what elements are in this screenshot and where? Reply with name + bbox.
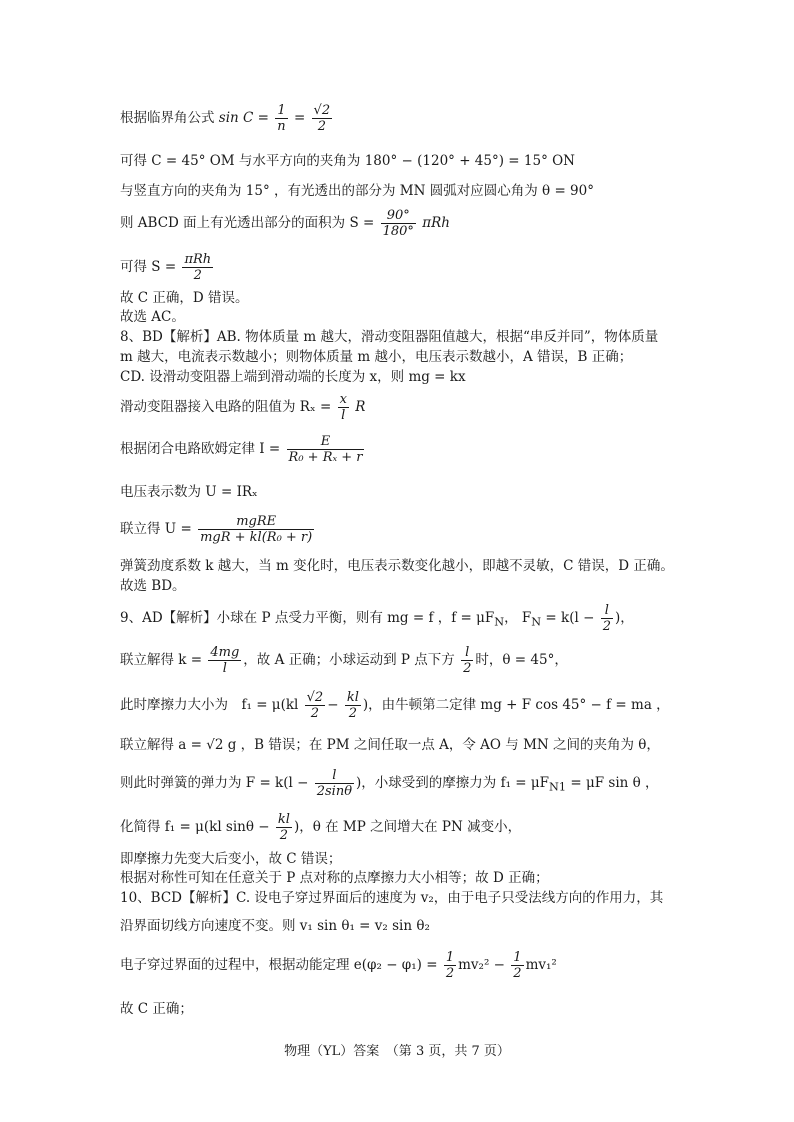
text-line: CD. 设滑动变阻器上端到滑动端的长度为 x，则 mg = kx [120, 369, 466, 385]
fraction [601, 603, 613, 634]
text-line [120, 103, 680, 134]
fraction [461, 645, 473, 676]
denominator: 2 [317, 119, 326, 134]
fraction [275, 103, 287, 134]
text-line: 与竖直方向的夹角为 15° ，有光透出的部分为 MN 圆弧对应圆心角为 θ = 90° [120, 183, 594, 199]
text-line [120, 392, 680, 423]
text-line: 沿界面切线方向速度不变。则 v₁ sin θ₁ = v₂ sin θ₂ [120, 918, 430, 934]
numerator: 1 [445, 950, 455, 965]
numerator: l [315, 768, 354, 784]
denominator: mgR + kl(R₀ + r) [200, 530, 313, 545]
formula: πRh [422, 215, 450, 231]
fraction [381, 208, 416, 239]
denominator: 2 [348, 706, 357, 721]
line-text: 时，θ = 45°， [475, 652, 568, 668]
text-line: 故 C 正确； [120, 1001, 193, 1017]
denominator: 2 [602, 619, 611, 634]
fraction [276, 812, 292, 843]
text-line [120, 812, 680, 843]
denominator: R₀ + Rₓ + r [288, 450, 363, 465]
subscript: N [494, 615, 505, 629]
denominator: 2 [513, 966, 522, 981]
text-line: m 越大，电流表示数越小；则物体质量 m 越小，电压表示数越小，A 错误，B 正确； [120, 349, 633, 365]
line-text: )，由牛顿第二定律 mg + F cos 45° − f = ma ， [362, 697, 670, 713]
text-line: 电压表示数为 U = IRₓ [120, 484, 258, 500]
text-line: 故选 AC。 [120, 309, 185, 325]
text-line: 故 C 正确，D 错误。 [120, 290, 249, 306]
numerator: πRh [184, 252, 212, 267]
text-line: 即摩擦力先变大后变小，故 C 错误； [120, 851, 342, 867]
formula: R [355, 399, 366, 415]
text-line [120, 645, 680, 676]
denominator: n [277, 119, 286, 134]
text-line: 8、BD【解析】AB. 物体质量 m 越大，滑动变阻器阻值越大，根据“串反并同”，物体质量 [120, 329, 659, 345]
line-text: mv₁² [525, 957, 557, 973]
text-line [120, 208, 680, 239]
text-line: 弹簧劲度系数 k 越大，当 m 变化时，电压表示数变化越小，即越不灵敏，C 错误，D 正确。 [120, 558, 674, 574]
text-line: 故选 BD。 [120, 578, 186, 594]
fraction [338, 392, 349, 423]
line-text: )，θ 在 MP 之间增大在 PN 减变小， [293, 819, 522, 835]
line-text: )， [614, 610, 634, 626]
denominator: 2 [445, 966, 455, 981]
numerator: kl [346, 690, 359, 705]
denominator: l [222, 661, 227, 676]
subscript: N [531, 615, 542, 629]
denominator: 180° [382, 224, 414, 239]
text-line [120, 514, 680, 545]
text-line [120, 603, 680, 634]
fraction [208, 645, 241, 676]
numerator: E [287, 434, 365, 450]
numerator: √2 [313, 103, 331, 118]
line-text: 电子穿过界面的过程中，根据动能定理 e(φ₂ − φ₁) = [120, 957, 438, 973]
denominator: 2 [279, 828, 289, 843]
numerator: √2 [306, 690, 324, 705]
numerator: l [461, 645, 473, 661]
subscript: N1 [549, 780, 567, 794]
numerator: x [339, 392, 347, 407]
text-line [120, 252, 680, 283]
text-line: 联立解得 a = √2 g ，B 错误；在 PM 之间任取一点 A，令 AO 与 MN 之间的夹角为 θ， [120, 737, 660, 753]
line-text: = k(l − [541, 610, 595, 626]
line-text: 化简得 f₁ = μ(kl sinθ − [120, 819, 270, 835]
line-text: 联立得 U = [120, 521, 192, 537]
line-text: 可得 S = [120, 259, 177, 275]
fraction [315, 768, 354, 799]
line-text: mv₂² − [458, 957, 505, 973]
denominator: 2 [463, 661, 472, 676]
fraction [182, 252, 213, 283]
line-text: 根据闭合电路欧姆定律 I = [120, 441, 281, 457]
page-footer: 物理（YL）答案 （第 3 页，共 7 页） [284, 1044, 510, 1059]
line-text: = μF sin θ ， [566, 775, 659, 791]
text-line: 10、BCD【解析】C. 设电子穿过界面后的速度为 v₂，由于电子只受法线方向的作用力，其 [120, 890, 664, 906]
text-line: 可得 C = 45° OM 与水平方向的夹角为 180° − (120° + 45°) = 15° ON [120, 153, 575, 169]
text-line [120, 690, 680, 721]
denominator: 2 [310, 706, 320, 721]
text-line [120, 950, 680, 981]
numerator: mgRE [198, 514, 314, 530]
line-text: 9、AD【解析】小球在 P 点受力平衡，则有 mg = f ，f = μF [120, 610, 495, 626]
numerator: 1 [275, 103, 287, 119]
text-line [120, 768, 680, 799]
numerator: 90° [381, 208, 416, 224]
text-line [120, 434, 680, 465]
line-text: − [327, 697, 339, 713]
line-text: 则 ABCD 面上有光透出部分的面积为 S = [120, 215, 375, 231]
numerator: kl [277, 812, 290, 827]
numerator: 1 [513, 950, 522, 965]
fraction [198, 514, 314, 545]
line-text: 联立解得 k = [120, 652, 203, 668]
text-line: 根据对称性可知在任意关于 P 点对称的点摩擦力大小相等；故 D 正确； [120, 870, 549, 886]
fraction [444, 950, 456, 981]
line-text: 根据临界角公式 [120, 110, 215, 126]
denominator: 2sinθ [316, 784, 353, 799]
line-text: 则此时弹簧的弹力为 F = k(l − [120, 775, 309, 791]
fraction [345, 690, 361, 721]
denominator: 2 [193, 268, 202, 283]
line-text: ，故 A 正确；小球运动到 P 点下方 [243, 652, 455, 668]
line-text: 此时摩擦力大小为 f₁ = μ(kl [120, 697, 299, 713]
fraction [511, 950, 523, 981]
fraction [287, 434, 365, 465]
fraction [305, 690, 326, 721]
line-text: )，小球受到的摩擦力为 f₁ = μF [356, 775, 550, 791]
fraction [312, 103, 333, 134]
formula: sin C = [218, 110, 269, 126]
numerator: l [601, 603, 613, 619]
denominator: l [341, 408, 346, 423]
line-text: 滑动变阻器接入电路的阻值为 Rₓ = [120, 399, 332, 415]
numerator: 4mg [210, 645, 240, 660]
line-text: ， F [504, 610, 532, 626]
equals: = [293, 110, 306, 126]
